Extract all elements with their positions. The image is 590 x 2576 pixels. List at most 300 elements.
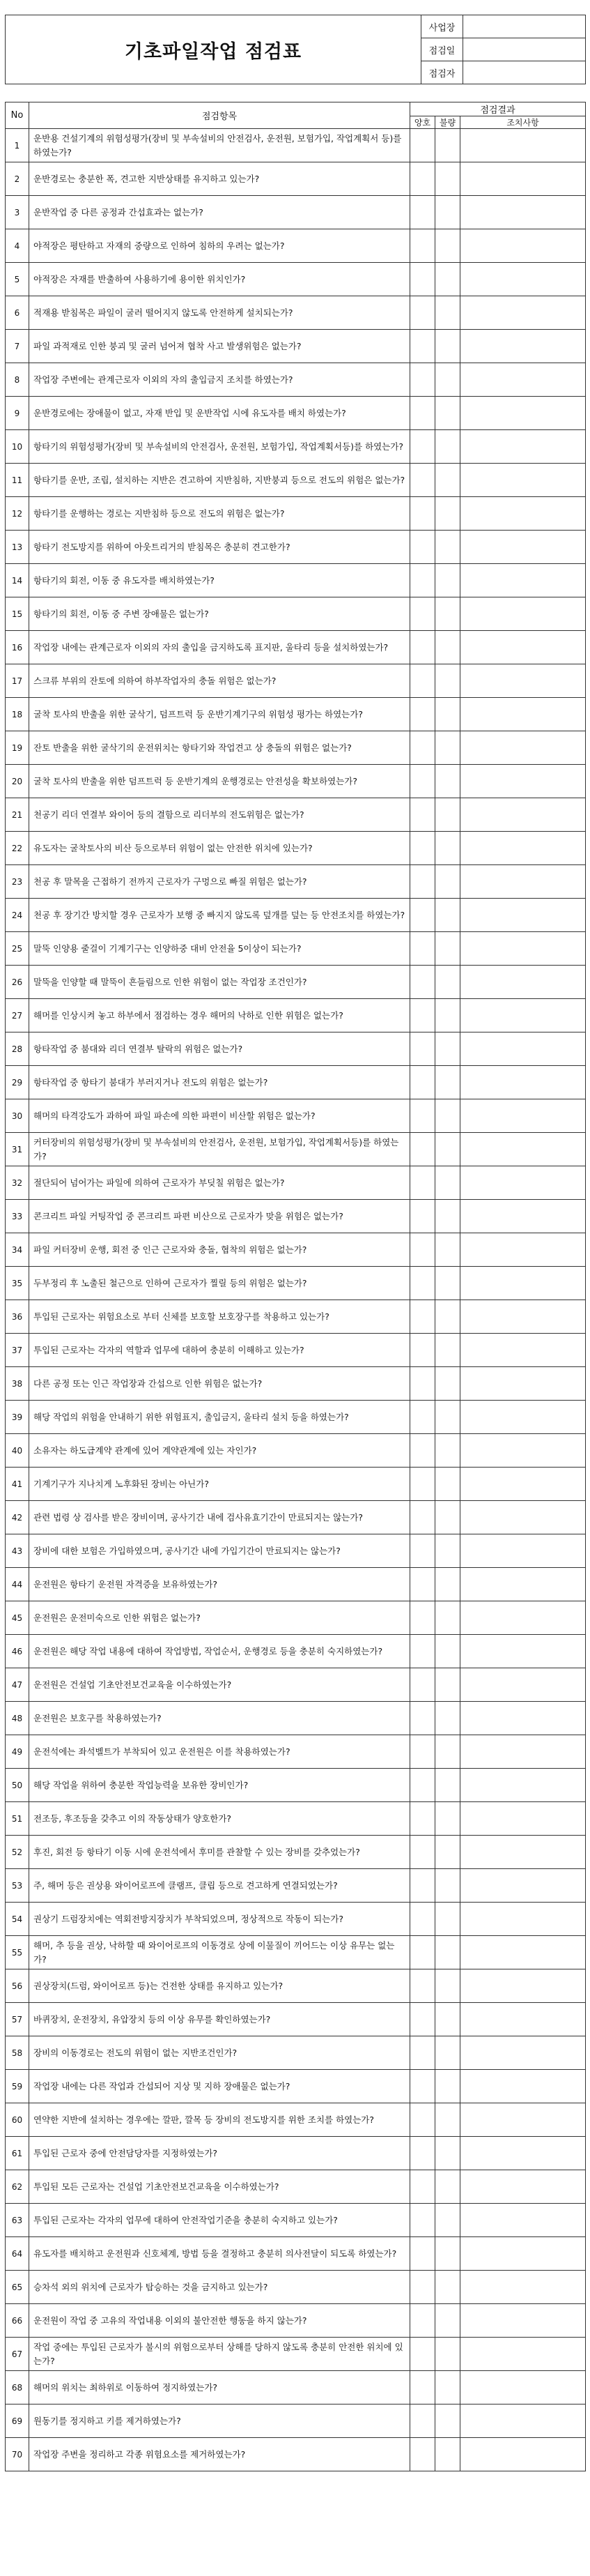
- check-item-text: 항타기 전도방지를 위하여 아웃트리거의 받침목은 충분히 견고한가?: [29, 531, 410, 564]
- action-cell[interactable]: [460, 1903, 586, 1936]
- action-cell[interactable]: [460, 263, 586, 296]
- action-cell[interactable]: [460, 932, 586, 966]
- check-item-text: 굴착 토사의 반출을 위한 덤프트럭 등 운반기계의 운행경로는 안전성을 확보하였는가?: [29, 765, 410, 798]
- result-good-cell[interactable]: [410, 698, 435, 731]
- result-good-cell[interactable]: [410, 1334, 435, 1367]
- result-bad-cell[interactable]: [435, 1501, 460, 1534]
- row-number: 23: [6, 865, 29, 899]
- result-bad-cell[interactable]: [435, 430, 460, 464]
- check-item-text: 승차석 외의 위치에 근로자가 탑승하는 것을 금지하고 있는가?: [29, 2271, 410, 2304]
- check-item-text: 작업장 내에는 다른 작업과 간섭되어 지상 및 지하 장애물은 없는가?: [29, 2070, 410, 2103]
- result-good-cell[interactable]: [410, 2070, 435, 2103]
- check-item-text: 항타기를 운행하는 경로는 지반침하 등으로 전도의 위험은 없는가?: [29, 497, 410, 531]
- result-good-cell[interactable]: [410, 1468, 435, 1501]
- result-bad-cell[interactable]: [435, 798, 460, 832]
- action-cell[interactable]: [460, 698, 586, 731]
- action-cell[interactable]: [460, 2103, 586, 2137]
- action-cell[interactable]: [460, 1735, 586, 1769]
- table-row: [6, 1434, 586, 1468]
- result-bad-cell[interactable]: [435, 2438, 460, 2471]
- action-cell[interactable]: [460, 2070, 586, 2103]
- result-good-cell[interactable]: [410, 129, 435, 162]
- result-good-cell[interactable]: [410, 330, 435, 363]
- result-good-cell[interactable]: [410, 1401, 435, 1434]
- check-item-text: 투입된 근로자는 위험요소로 부터 신체를 보호할 보호장구를 착용하고 있는가?: [29, 1300, 410, 1334]
- result-good-cell[interactable]: [410, 1836, 435, 1869]
- result-good-cell[interactable]: [410, 631, 435, 664]
- table-row: [6, 464, 586, 497]
- action-cell[interactable]: [460, 1200, 586, 1233]
- result-bad-cell[interactable]: [435, 2137, 460, 2170]
- result-bad-cell[interactable]: [435, 564, 460, 597]
- result-bad-cell[interactable]: [435, 2237, 460, 2271]
- action-cell[interactable]: [460, 1233, 586, 1267]
- result-bad-cell[interactable]: [435, 1401, 460, 1434]
- action-cell[interactable]: [460, 2137, 586, 2170]
- table-row: [6, 1200, 586, 1233]
- result-good-cell[interactable]: [410, 1568, 435, 1601]
- check-item-text: 바퀴장치, 운전장치, 유압장치 등의 이상 유무를 확인하였는가?: [29, 2003, 410, 2036]
- result-good-cell[interactable]: [410, 397, 435, 430]
- check-item-text: 작업장 내에는 관계근로자 이외의 자의 출입을 금지하도록 표지판, 울타리 등을 설치하였는가?: [29, 631, 410, 664]
- result-bad-cell[interactable]: [435, 1836, 460, 1869]
- result-bad-cell[interactable]: [435, 765, 460, 798]
- action-cell[interactable]: [460, 2237, 586, 2271]
- result-good-cell[interactable]: [410, 2204, 435, 2237]
- result-bad-cell[interactable]: [435, 531, 460, 564]
- row-number: 48: [6, 1702, 29, 1735]
- check-item-text: 항타작업 중 항타기 붐대가 부러지거나 전도의 위험은 없는가?: [29, 1066, 410, 1099]
- action-cell[interactable]: [460, 1468, 586, 1501]
- action-cell[interactable]: [460, 129, 586, 162]
- action-cell[interactable]: [460, 1702, 586, 1735]
- action-cell[interactable]: [460, 798, 586, 832]
- result-bad-cell[interactable]: [435, 1802, 460, 1836]
- action-cell[interactable]: [460, 664, 586, 698]
- result-good-cell[interactable]: [410, 531, 435, 564]
- action-cell[interactable]: [460, 1401, 586, 1434]
- result-bad-cell[interactable]: [435, 1869, 460, 1903]
- row-number: 57: [6, 2003, 29, 2036]
- result-good-cell[interactable]: [410, 765, 435, 798]
- check-item-text: 유도자를 배치하고 운전원과 신호체계, 방법 등을 결정하고 충분히 의사전달이 되도록 하였는가?: [29, 2237, 410, 2271]
- result-good-cell[interactable]: [410, 1802, 435, 1836]
- action-cell[interactable]: [460, 2271, 586, 2304]
- row-number: 52: [6, 1836, 29, 1869]
- table-row: [6, 597, 586, 631]
- action-cell[interactable]: [460, 966, 586, 999]
- check-item-text: 항타기의 회전, 이동 중 주변 장애물은 없는가?: [29, 597, 410, 631]
- result-good-cell[interactable]: [410, 2170, 435, 2204]
- result-good-cell[interactable]: [410, 2371, 435, 2404]
- action-cell[interactable]: [460, 1166, 586, 1200]
- action-cell[interactable]: [460, 1936, 586, 1969]
- check-item-text: 야적장은 자재를 반출하여 사용하기에 용이한 위치인가?: [29, 263, 410, 296]
- action-cell[interactable]: [460, 2036, 586, 2070]
- result-bad-cell[interactable]: [435, 832, 460, 865]
- action-cell[interactable]: [460, 1802, 586, 1836]
- action-cell[interactable]: [460, 1066, 586, 1099]
- result-bad-cell[interactable]: [435, 1233, 460, 1267]
- result-good-cell[interactable]: [410, 1534, 435, 1568]
- check-item-text: 유도자는 굴착토사의 비산 등으로부터 위험이 없는 안전한 위치에 있는가?: [29, 832, 410, 865]
- result-bad-cell[interactable]: [435, 497, 460, 531]
- action-cell[interactable]: [460, 497, 586, 531]
- check-item-text: 항타기의 위험성평가(장비 및 부속설비의 안전검사, 운전원, 보험가입, 작업계획서등)를 하였는가?: [29, 430, 410, 464]
- col-header-no: No: [6, 102, 29, 129]
- result-bad-cell[interactable]: [435, 698, 460, 731]
- row-number: 17: [6, 664, 29, 698]
- result-good-cell[interactable]: [410, 464, 435, 497]
- check-item-text: 장비에 대한 보험은 가입하였으며, 공사기간 내에 가입기간이 만료되지는 않는가?: [29, 1534, 410, 1568]
- result-bad-cell[interactable]: [435, 631, 460, 664]
- action-cell[interactable]: [460, 564, 586, 597]
- result-bad-cell[interactable]: [435, 196, 460, 229]
- row-number: 30: [6, 1099, 29, 1133]
- row-number: 63: [6, 2204, 29, 2237]
- action-cell[interactable]: [460, 1367, 586, 1401]
- check-item-text: 기계기구가 지나치게 노후화된 장비는 아닌가?: [29, 1468, 410, 1501]
- result-good-cell[interactable]: [410, 497, 435, 531]
- result-bad-cell[interactable]: [435, 1434, 460, 1468]
- result-bad-cell[interactable]: [435, 932, 460, 966]
- checklist-table: [5, 102, 586, 2471]
- action-cell[interactable]: [460, 2438, 586, 2471]
- result-good-cell[interactable]: [410, 2338, 435, 2371]
- result-good-cell[interactable]: [410, 430, 435, 464]
- result-good-cell[interactable]: [410, 597, 435, 631]
- inspector-field[interactable]: [463, 61, 586, 84]
- result-bad-cell[interactable]: [435, 1099, 460, 1133]
- result-bad-cell[interactable]: [435, 1769, 460, 1802]
- result-bad-cell[interactable]: [435, 2304, 460, 2338]
- action-cell[interactable]: [460, 1969, 586, 2003]
- result-bad-cell[interactable]: [435, 999, 460, 1032]
- table-row: [6, 664, 586, 698]
- check-item-text: 투입된 근로자는 각자의 역할과 업무에 대하여 충분히 이해하고 있는가?: [29, 1334, 410, 1367]
- result-good-cell[interactable]: [410, 1601, 435, 1635]
- action-cell[interactable]: [460, 397, 586, 430]
- result-good-cell[interactable]: [410, 1133, 435, 1166]
- result-good-cell[interactable]: [410, 2438, 435, 2471]
- result-good-cell[interactable]: [410, 1367, 435, 1401]
- row-number: 28: [6, 1032, 29, 1066]
- check-item-text: 파일 과적재로 인한 붕괴 및 굴러 넘어져 협착 사고 발생위험은 없는가?: [29, 330, 410, 363]
- row-number: 7: [6, 330, 29, 363]
- action-cell[interactable]: [460, 1133, 586, 1166]
- action-cell[interactable]: [460, 1300, 586, 1334]
- result-good-cell[interactable]: [410, 731, 435, 765]
- action-cell[interactable]: [460, 1836, 586, 1869]
- table-row: [6, 731, 586, 765]
- action-cell[interactable]: [460, 229, 586, 263]
- result-good-cell[interactable]: [410, 1066, 435, 1099]
- result-bad-cell[interactable]: [435, 129, 460, 162]
- result-good-cell[interactable]: [410, 1099, 435, 1133]
- row-number: 3: [6, 196, 29, 229]
- action-cell[interactable]: [460, 2404, 586, 2438]
- result-bad-cell[interactable]: [435, 162, 460, 196]
- action-cell[interactable]: [460, 430, 586, 464]
- result-good-cell[interactable]: [410, 832, 435, 865]
- result-bad-cell[interactable]: [435, 2338, 460, 2371]
- result-good-cell[interactable]: [410, 564, 435, 597]
- result-bad-cell[interactable]: [435, 1133, 460, 1166]
- check-item-text: 해머를 인상시켜 놓고 하부에서 점검하는 경우 해머의 낙하로 인한 위험은 없는가?: [29, 999, 410, 1032]
- action-cell[interactable]: [460, 296, 586, 330]
- col-header-result: 점검결과: [410, 102, 586, 116]
- row-number: 68: [6, 2371, 29, 2404]
- result-good-cell[interactable]: [410, 196, 435, 229]
- action-cell[interactable]: [460, 1501, 586, 1534]
- table-row: [6, 832, 586, 865]
- result-bad-cell[interactable]: [435, 1166, 460, 1200]
- action-cell[interactable]: [460, 2338, 586, 2371]
- result-bad-cell[interactable]: [435, 2070, 460, 2103]
- check-item-text: 운반용 건설기계의 위험성평가(장비 및 부속설비의 안전검사, 운전원, 보험가입, 작업계획서 등)를 하였는가?: [29, 129, 410, 162]
- result-bad-cell[interactable]: [435, 1200, 460, 1233]
- row-number: 29: [6, 1066, 29, 1099]
- action-cell[interactable]: [460, 1769, 586, 1802]
- action-cell[interactable]: [460, 2304, 586, 2338]
- result-good-cell[interactable]: [410, 1735, 435, 1769]
- action-cell[interactable]: [460, 832, 586, 865]
- action-cell[interactable]: [460, 531, 586, 564]
- result-bad-cell[interactable]: [435, 2271, 460, 2304]
- result-good-cell[interactable]: [410, 1635, 435, 1668]
- action-cell[interactable]: [460, 1668, 586, 1702]
- action-cell[interactable]: [460, 464, 586, 497]
- result-good-cell[interactable]: [410, 1200, 435, 1233]
- result-good-cell[interactable]: [410, 932, 435, 966]
- row-number: 65: [6, 2271, 29, 2304]
- table-row: [6, 263, 586, 296]
- row-number: 43: [6, 1534, 29, 1568]
- check-item-text: 항타기의 회전, 이동 중 유도자를 배치하였는가?: [29, 564, 410, 597]
- result-bad-cell[interactable]: [435, 464, 460, 497]
- row-number: 24: [6, 899, 29, 932]
- result-good-cell[interactable]: [410, 798, 435, 832]
- action-cell[interactable]: [460, 2170, 586, 2204]
- row-number: 54: [6, 1903, 29, 1936]
- table-row: [6, 1869, 586, 1903]
- table-row: [6, 196, 586, 229]
- result-good-cell[interactable]: [410, 1501, 435, 1534]
- action-cell[interactable]: [460, 1099, 586, 1133]
- result-good-cell[interactable]: [410, 865, 435, 899]
- action-cell[interactable]: [460, 731, 586, 765]
- table-row: [6, 1601, 586, 1635]
- result-bad-cell[interactable]: [435, 1066, 460, 1099]
- result-bad-cell[interactable]: [435, 1568, 460, 1601]
- check-item-text: 말뚝 인양용 줄걸이 기계기구는 인양하중 대비 안전율 5이상이 되는가?: [29, 932, 410, 966]
- result-good-cell[interactable]: [410, 2304, 435, 2338]
- row-number: 41: [6, 1468, 29, 1501]
- result-bad-cell[interactable]: [435, 597, 460, 631]
- action-cell[interactable]: [460, 1334, 586, 1367]
- result-bad-cell[interactable]: [435, 1702, 460, 1735]
- table-row: [6, 2070, 586, 2103]
- result-good-cell[interactable]: [410, 296, 435, 330]
- result-good-cell[interactable]: [410, 1032, 435, 1066]
- result-good-cell[interactable]: [410, 664, 435, 698]
- action-cell[interactable]: [460, 2003, 586, 2036]
- result-bad-cell[interactable]: [435, 1668, 460, 1702]
- result-bad-cell[interactable]: [435, 1468, 460, 1501]
- action-cell[interactable]: [460, 363, 586, 397]
- result-bad-cell[interactable]: [435, 2170, 460, 2204]
- result-bad-cell[interactable]: [435, 2204, 460, 2237]
- result-bad-cell[interactable]: [435, 263, 460, 296]
- row-number: 15: [6, 597, 29, 631]
- result-good-cell[interactable]: [410, 1903, 435, 1936]
- inspection-date-label: 점검일: [421, 38, 463, 61]
- action-cell[interactable]: [460, 865, 586, 899]
- result-good-cell[interactable]: [410, 1166, 435, 1200]
- table-row: [6, 2371, 586, 2404]
- result-bad-cell[interactable]: [435, 731, 460, 765]
- result-bad-cell[interactable]: [435, 397, 460, 430]
- table-row: [6, 330, 586, 363]
- result-bad-cell[interactable]: [435, 1534, 460, 1568]
- result-good-cell[interactable]: [410, 2271, 435, 2304]
- result-good-cell[interactable]: [410, 2404, 435, 2438]
- table-row: [6, 1936, 586, 1969]
- result-good-cell[interactable]: [410, 1969, 435, 2003]
- check-item-text: 해당 작업의 위험을 안내하기 위한 위험표지, 출입금지, 울타리 설치 등을 하였는가?: [29, 1401, 410, 1434]
- row-number: 69: [6, 2404, 29, 2438]
- action-cell[interactable]: [460, 162, 586, 196]
- table-row: [6, 397, 586, 430]
- action-cell[interactable]: [460, 1434, 586, 1468]
- result-bad-cell[interactable]: [435, 1635, 460, 1668]
- check-item-text: 운반작업 중 다른 공정과 간섭효과는 없는가?: [29, 196, 410, 229]
- check-item-text: 굴착 토사의 반출을 위한 굴삭기, 덤프트럭 등 운반기계기구의 위험성 평가는 하였는가?: [29, 698, 410, 731]
- result-bad-cell[interactable]: [435, 1300, 460, 1334]
- action-cell[interactable]: [460, 1032, 586, 1066]
- row-number: 16: [6, 631, 29, 664]
- action-cell[interactable]: [460, 1601, 586, 1635]
- result-good-cell[interactable]: [410, 229, 435, 263]
- result-bad-cell[interactable]: [435, 1969, 460, 2003]
- result-good-cell[interactable]: [410, 2103, 435, 2137]
- result-good-cell[interactable]: [410, 899, 435, 932]
- result-bad-cell[interactable]: [435, 865, 460, 899]
- result-bad-cell[interactable]: [435, 1735, 460, 1769]
- result-bad-cell[interactable]: [435, 296, 460, 330]
- result-bad-cell[interactable]: [435, 1936, 460, 1969]
- result-good-cell[interactable]: [410, 1300, 435, 1334]
- table-row: [6, 1401, 586, 1434]
- action-cell[interactable]: [460, 196, 586, 229]
- action-cell[interactable]: [460, 1267, 586, 1300]
- site-field[interactable]: [463, 15, 586, 38]
- table-row: [6, 296, 586, 330]
- row-number: 5: [6, 263, 29, 296]
- action-cell[interactable]: [460, 330, 586, 363]
- row-number: 59: [6, 2070, 29, 2103]
- inspector-label: 점검자: [421, 61, 463, 84]
- result-good-cell[interactable]: [410, 1936, 435, 1969]
- row-number: 50: [6, 1769, 29, 1802]
- row-number: 67: [6, 2338, 29, 2371]
- row-number: 51: [6, 1802, 29, 1836]
- result-good-cell[interactable]: [410, 2003, 435, 2036]
- result-bad-cell[interactable]: [435, 1267, 460, 1300]
- table-row: [6, 363, 586, 397]
- inspection-date-field[interactable]: [463, 38, 586, 61]
- result-good-cell[interactable]: [410, 1769, 435, 1802]
- check-item-text: 해머의 위치는 최하위로 이동하여 정지하였는가?: [29, 2371, 410, 2404]
- result-bad-cell[interactable]: [435, 2103, 460, 2137]
- table-row: [6, 865, 586, 899]
- action-cell[interactable]: [460, 2371, 586, 2404]
- result-good-cell[interactable]: [410, 2137, 435, 2170]
- table-row: [6, 1534, 586, 1568]
- result-bad-cell[interactable]: [435, 1334, 460, 1367]
- result-bad-cell[interactable]: [435, 1903, 460, 1936]
- action-cell[interactable]: [460, 999, 586, 1032]
- result-good-cell[interactable]: [410, 1668, 435, 1702]
- result-good-cell[interactable]: [410, 162, 435, 196]
- action-cell[interactable]: [460, 631, 586, 664]
- result-bad-cell[interactable]: [435, 363, 460, 397]
- action-cell[interactable]: [460, 597, 586, 631]
- result-bad-cell[interactable]: [435, 330, 460, 363]
- result-good-cell[interactable]: [410, 999, 435, 1032]
- result-good-cell[interactable]: [410, 1434, 435, 1468]
- result-bad-cell[interactable]: [435, 1032, 460, 1066]
- check-item-text: 주, 해머 등은 권상용 와이어로프에 클램프, 클립 등으로 견고하게 연결되었는가?: [29, 1869, 410, 1903]
- result-bad-cell[interactable]: [435, 1601, 460, 1635]
- table-row: [6, 1468, 586, 1501]
- result-bad-cell[interactable]: [435, 2003, 460, 2036]
- result-good-cell[interactable]: [410, 1233, 435, 1267]
- table-row: [6, 999, 586, 1032]
- check-item-text: 스크류 부위의 잔토에 의하여 하부작업자의 충돌 위험은 없는가?: [29, 664, 410, 698]
- result-good-cell[interactable]: [410, 363, 435, 397]
- result-bad-cell[interactable]: [435, 1367, 460, 1401]
- result-good-cell[interactable]: [410, 2036, 435, 2070]
- action-cell[interactable]: [460, 899, 586, 932]
- result-good-cell[interactable]: [410, 1702, 435, 1735]
- result-good-cell[interactable]: [410, 1869, 435, 1903]
- result-bad-cell[interactable]: [435, 2371, 460, 2404]
- result-bad-cell[interactable]: [435, 966, 460, 999]
- row-number: 19: [6, 731, 29, 765]
- row-number: 21: [6, 798, 29, 832]
- row-number: 56: [6, 1969, 29, 2003]
- result-bad-cell[interactable]: [435, 2404, 460, 2438]
- result-good-cell[interactable]: [410, 1267, 435, 1300]
- table-row: [6, 2404, 586, 2438]
- action-cell[interactable]: [460, 1869, 586, 1903]
- action-cell[interactable]: [460, 765, 586, 798]
- action-cell[interactable]: [460, 1534, 586, 1568]
- result-good-cell[interactable]: [410, 263, 435, 296]
- result-bad-cell[interactable]: [435, 229, 460, 263]
- result-good-cell[interactable]: [410, 2237, 435, 2271]
- action-cell[interactable]: [460, 1568, 586, 1601]
- result-bad-cell[interactable]: [435, 664, 460, 698]
- action-cell[interactable]: [460, 1635, 586, 1668]
- action-cell[interactable]: [460, 2204, 586, 2237]
- result-good-cell[interactable]: [410, 966, 435, 999]
- result-bad-cell[interactable]: [435, 2036, 460, 2070]
- result-bad-cell[interactable]: [435, 899, 460, 932]
- row-number: 36: [6, 1300, 29, 1334]
- table-row: [6, 899, 586, 932]
